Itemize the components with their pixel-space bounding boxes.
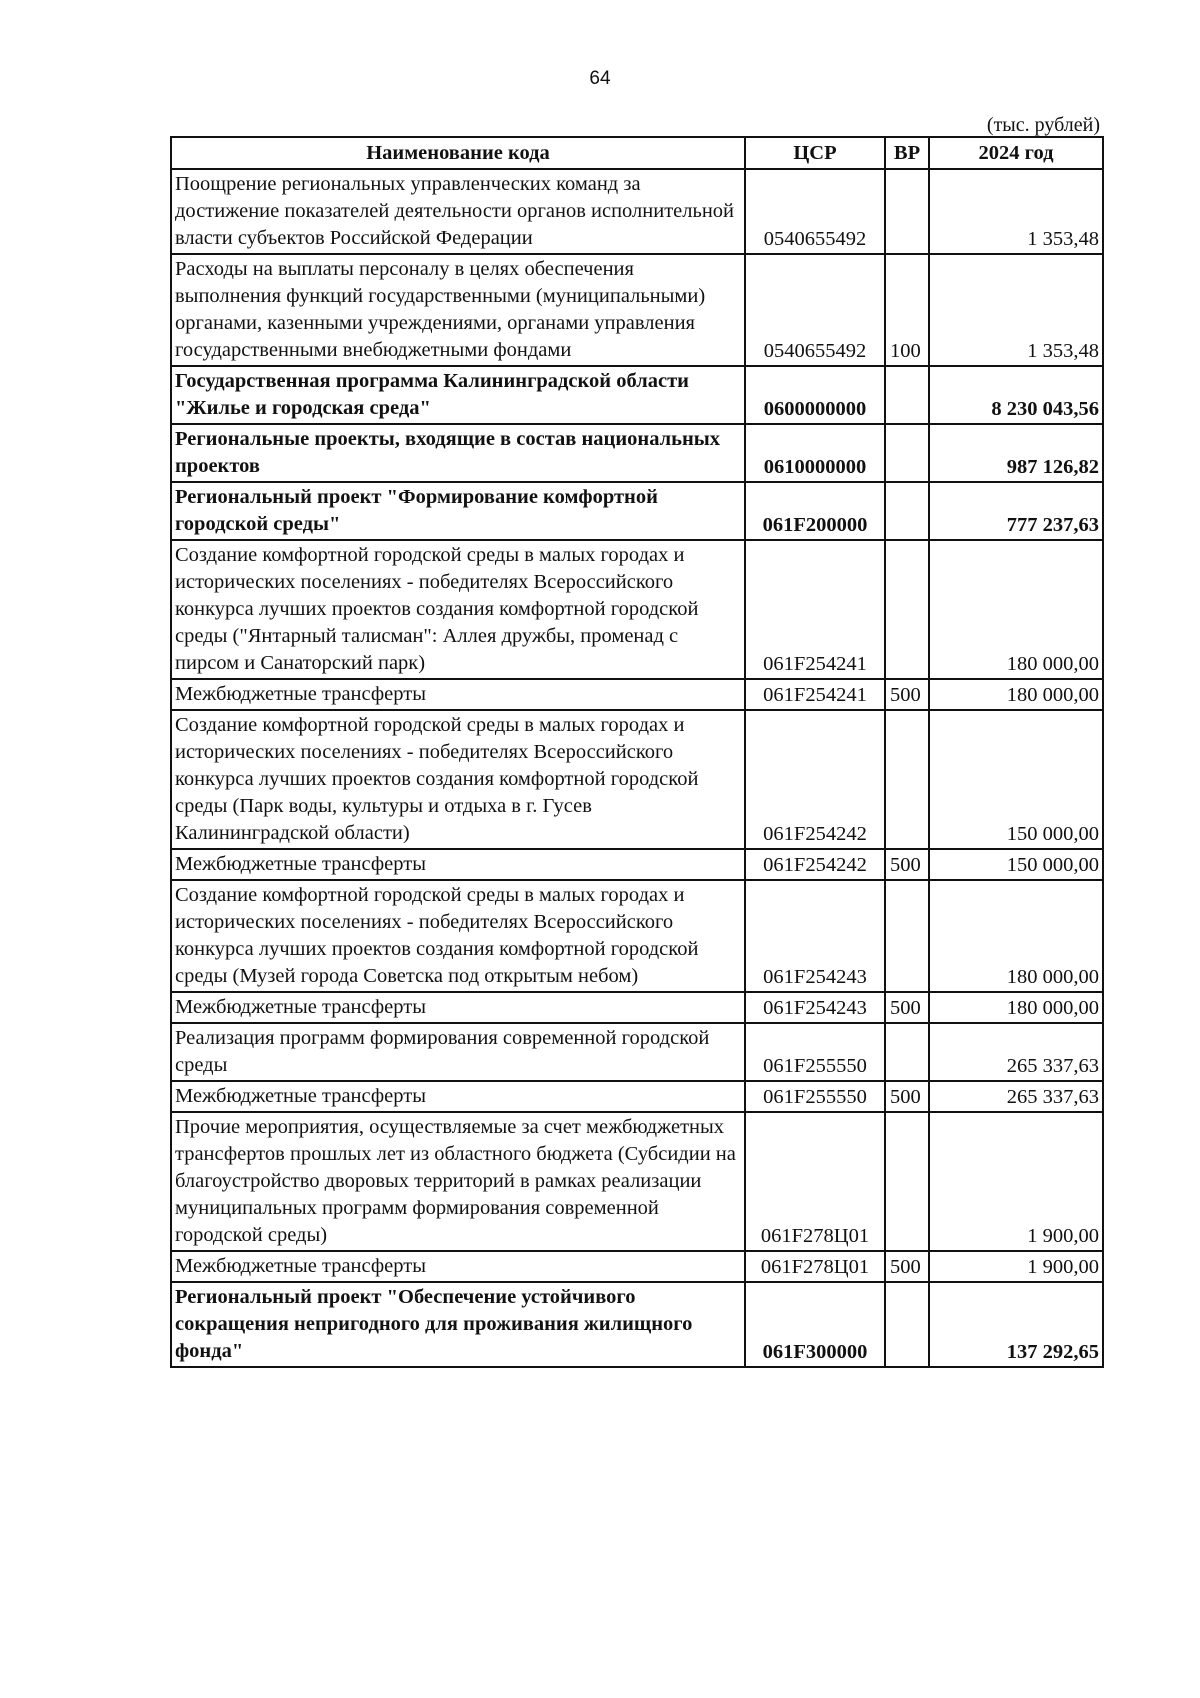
row-csr: 061F254242 — [745, 710, 885, 849]
row-value: 1 353,48 — [929, 254, 1103, 366]
table-row — [171, 679, 1103, 710]
row-csr: 061F278Ц01 — [745, 1112, 885, 1251]
row-name: Региональные проекты, входящие в состав национальных проектов — [171, 424, 745, 482]
row-name: Межбюджетные трансферты — [171, 679, 745, 710]
row-vr — [885, 169, 929, 254]
table-row — [171, 992, 1103, 1023]
row-value: 265 337,63 — [929, 1081, 1103, 1112]
row-vr — [885, 1023, 929, 1081]
table-row — [171, 849, 1103, 880]
row-value: 1 900,00 — [929, 1251, 1103, 1282]
table-row — [171, 1282, 1103, 1367]
row-name: Расходы на выплаты персоналу в целях обеспечения выполнения функций государственными (муниципальными) органами, казенными учреждениями, органами управления государственными внебюджетными фондами — [171, 254, 745, 366]
row-vr — [885, 540, 929, 679]
row-value: 8 230 043,56 — [929, 366, 1103, 424]
row-csr: 061F254243 — [745, 880, 885, 992]
row-name: Поощрение региональных управленческих команд за достижение показателей деятельности органов исполнительной власти субъектов Российской Федерации — [171, 169, 745, 254]
budget-table — [170, 136, 1104, 1368]
row-csr: 061F254243 — [745, 992, 885, 1023]
table-row — [171, 424, 1103, 482]
header-year: 2024 год — [929, 137, 1103, 169]
row-csr: 061F255550 — [745, 1023, 885, 1081]
table-row — [171, 540, 1103, 679]
row-csr: 061F255550 — [745, 1081, 885, 1112]
row-csr: 061F200000 — [745, 482, 885, 540]
row-vr: 500 — [885, 1081, 929, 1112]
table-header — [171, 137, 1103, 169]
row-value: 180 000,00 — [929, 679, 1103, 710]
table-row — [171, 880, 1103, 992]
row-name: Межбюджетные трансферты — [171, 1251, 745, 1282]
row-name: Межбюджетные трансферты — [171, 1081, 745, 1112]
row-value: 137 292,65 — [929, 1282, 1103, 1367]
table-row — [171, 1112, 1103, 1251]
row-csr: 061F300000 — [745, 1282, 885, 1367]
row-vr: 500 — [885, 679, 929, 710]
row-name: Региональный проект "Обеспечение устойчивого сокращения непригодного для проживания жилищного фонда" — [171, 1282, 745, 1367]
row-vr — [885, 482, 929, 540]
row-csr: 061F278Ц01 — [745, 1251, 885, 1282]
table-row — [171, 254, 1103, 366]
row-name: Государственная программа Калининградской области "Жилье и городская среда" — [171, 366, 745, 424]
page-number: 64 — [589, 68, 611, 89]
row-name: Региональный проект "Формирование комфортной городской среды" — [171, 482, 745, 540]
row-name: Межбюджетные трансферты — [171, 992, 745, 1023]
row-value: 150 000,00 — [929, 710, 1103, 849]
row-csr: 0600000000 — [745, 366, 885, 424]
row-value: 1 353,48 — [929, 169, 1103, 254]
row-vr: 500 — [885, 1251, 929, 1282]
row-vr — [885, 880, 929, 992]
header-vr: ВР — [885, 137, 929, 169]
row-vr — [885, 366, 929, 424]
row-csr: 061F254242 — [745, 849, 885, 880]
row-name: Межбюджетные трансферты — [171, 849, 745, 880]
header-name: Наименование кода — [171, 137, 745, 169]
table-row — [171, 366, 1103, 424]
row-value: 180 000,00 — [929, 992, 1103, 1023]
row-vr — [885, 710, 929, 849]
row-value: 987 126,82 — [929, 424, 1103, 482]
row-vr — [885, 424, 929, 482]
row-vr: 100 — [885, 254, 929, 366]
row-name: Реализация программ формирования современной городской среды — [171, 1023, 745, 1081]
table-row — [171, 1251, 1103, 1282]
table-row — [171, 710, 1103, 849]
row-csr: 0540655492 — [745, 169, 885, 254]
header-csr: ЦСР — [745, 137, 885, 169]
table-body — [171, 169, 1103, 1367]
row-csr: 0540655492 — [745, 254, 885, 366]
row-vr — [885, 1112, 929, 1251]
row-value: 150 000,00 — [929, 849, 1103, 880]
row-value: 265 337,63 — [929, 1023, 1103, 1081]
header-row — [171, 137, 1103, 169]
table-row — [171, 1081, 1103, 1112]
row-vr: 500 — [885, 849, 929, 880]
units-label: (тыс. рублей) — [986, 114, 1100, 136]
row-value: 180 000,00 — [929, 540, 1103, 679]
table-row — [171, 169, 1103, 254]
row-value: 1 900,00 — [929, 1112, 1103, 1251]
row-csr: 061F254241 — [745, 540, 885, 679]
row-value: 180 000,00 — [929, 880, 1103, 992]
row-name: Создание комфортной городской среды в малых городах и исторических поселениях - победителях Всероссийского конкурса лучших проектов создания комфортной городской среды (Музей города Советска под открытым небом) — [171, 880, 745, 992]
row-csr: 0610000000 — [745, 424, 885, 482]
row-name: Прочие мероприятия, осуществляемые за счет межбюджетных трансфертов прошлых лет из областного бюджета (Субсидии на благоустройство дворовых территорий в рамках реализации муниципальных программ формирования современной городской среды) — [171, 1112, 745, 1251]
table-row — [171, 482, 1103, 540]
row-name: Создание комфортной городской среды в малых городах и исторических поселениях - победителях Всероссийского конкурса лучших проектов создания комфортной городской среды ("Янтарный талисман": Аллея дружбы, променад с пирсом и Санаторский парк) — [171, 540, 745, 679]
row-csr: 061F254241 — [745, 679, 885, 710]
table-row — [171, 1023, 1103, 1081]
row-vr: 500 — [885, 992, 929, 1023]
row-name: Создание комфортной городской среды в малых городах и исторических поселениях - победителях Всероссийского конкурса лучших проектов создания комфортной городской среды (Парк воды, культуры и отдыха в г. Гусев Калининградской области) — [171, 710, 745, 849]
row-value: 777 237,63 — [929, 482, 1103, 540]
row-vr — [885, 1282, 929, 1367]
